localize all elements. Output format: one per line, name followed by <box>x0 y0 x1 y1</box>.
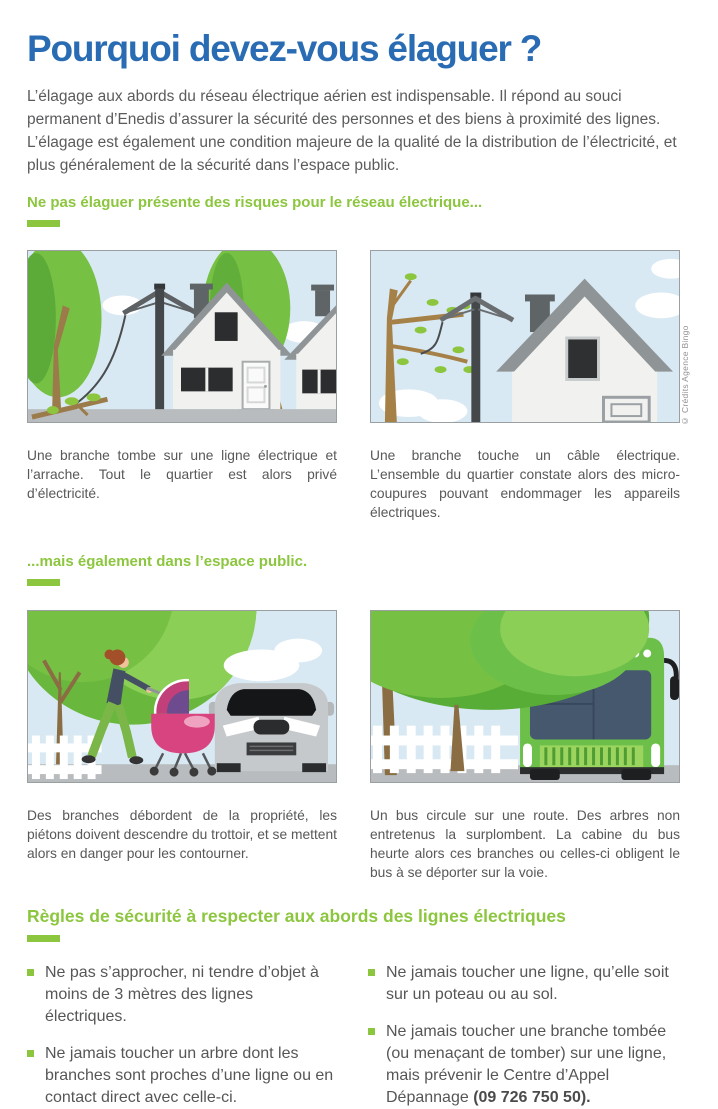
green-divider-bar <box>27 220 60 227</box>
safety-rule-text: Ne jamais toucher un arbre dont les branches sont proches d’une ligne ou en contact direct avec celle-ci. <box>45 1044 334 1106</box>
illustration-row-public <box>27 610 680 783</box>
caption-branch-touches: Une branche touche un câble électrique. L’ensemble du quartier constate alors des micro-coupures pouvant endommager les appareils électriques. <box>370 448 680 521</box>
caption-row-public <box>27 792 680 896</box>
car-icon <box>209 683 334 772</box>
safety-rules-list <box>27 962 680 1109</box>
illustration-bus-overhanging-trees <box>370 610 680 783</box>
safety-rule-item <box>368 1021 680 1109</box>
safety-rule-text: Ne jamais toucher une branche tombée (ou menaçant de tomber) sur une ligne, mais prévenir le Centre d’Appel Dépannage <box>386 1022 667 1106</box>
caption-row-network <box>27 432 680 536</box>
illustration-row-network <box>27 250 680 423</box>
page-title: Pourquoi devez-vous élaguer ? <box>27 28 542 69</box>
intro-paragraph: L’élagage aux abords du réseau électrique aérien est indispensable. Il répond au souci permanent d’Enedis d’assurer la sécurité des personnes et des biens à proximité des lignes. L’élagage est également une condition majeure de la qualité de la distribution de l’électricité, et plus généralement de la sécurité dans l’espace public. <box>27 88 677 175</box>
illustration-branch-falls-on-power-line <box>27 250 337 423</box>
caption-branch-falls: Une branche tombe sur une ligne électrique et l’arrache. Tout le quartier est alors privé d’électricité. <box>27 448 337 502</box>
safety-rules-left-column <box>27 962 339 1109</box>
caption-pedestrian: Des branches débordent de la propriété, les piétons doivent descendre du trottoir, et se mettent alors en danger pour les contourner. <box>27 807 337 861</box>
green-divider-bar <box>27 935 60 942</box>
photo-credit: © Crédits Agence Bingo <box>680 325 690 426</box>
bullet-square-icon <box>368 1028 375 1035</box>
safety-rule-bold-text: (09 726 750 50). <box>473 1088 591 1106</box>
bullet-square-icon <box>27 969 34 976</box>
section-heading-public-space: ...mais également dans l’espace public. <box>27 553 308 571</box>
safety-rule-text: Ne pas s’approcher, ni tendre d’objet à moins de 3 mètres des lignes électriques. <box>45 963 319 1025</box>
green-divider-bar <box>27 579 60 586</box>
illustration-pedestrian-stroller-car <box>27 610 337 783</box>
safety-rule-text: Ne jamais toucher une ligne, qu’elle soit sur un poteau ou au sol. <box>386 963 669 1003</box>
picket-fence-icon <box>371 726 518 773</box>
safety-rules-right-column <box>368 962 680 1109</box>
section-heading-network-risks: Ne pas élaguer présente des risques pour le réseau électrique... <box>27 194 483 212</box>
safety-rule-item <box>368 962 680 1006</box>
safety-rule-item <box>27 962 339 1028</box>
illustration-branch-touches-cable <box>370 250 680 423</box>
bullet-square-icon <box>368 969 375 976</box>
safety-rule-item <box>27 1043 339 1109</box>
section-heading-safety-rules: Règles de sécurité à respecter aux abords des lignes électriques <box>27 905 566 926</box>
caption-bus: Un bus circule sur une route. Des arbres non entretenus la surplombent. La cabine du bus heurte alors ces branches ou celles-ci obligent le bus à se déporter sur la voie. <box>370 807 680 880</box>
bullet-square-icon <box>27 1050 34 1057</box>
